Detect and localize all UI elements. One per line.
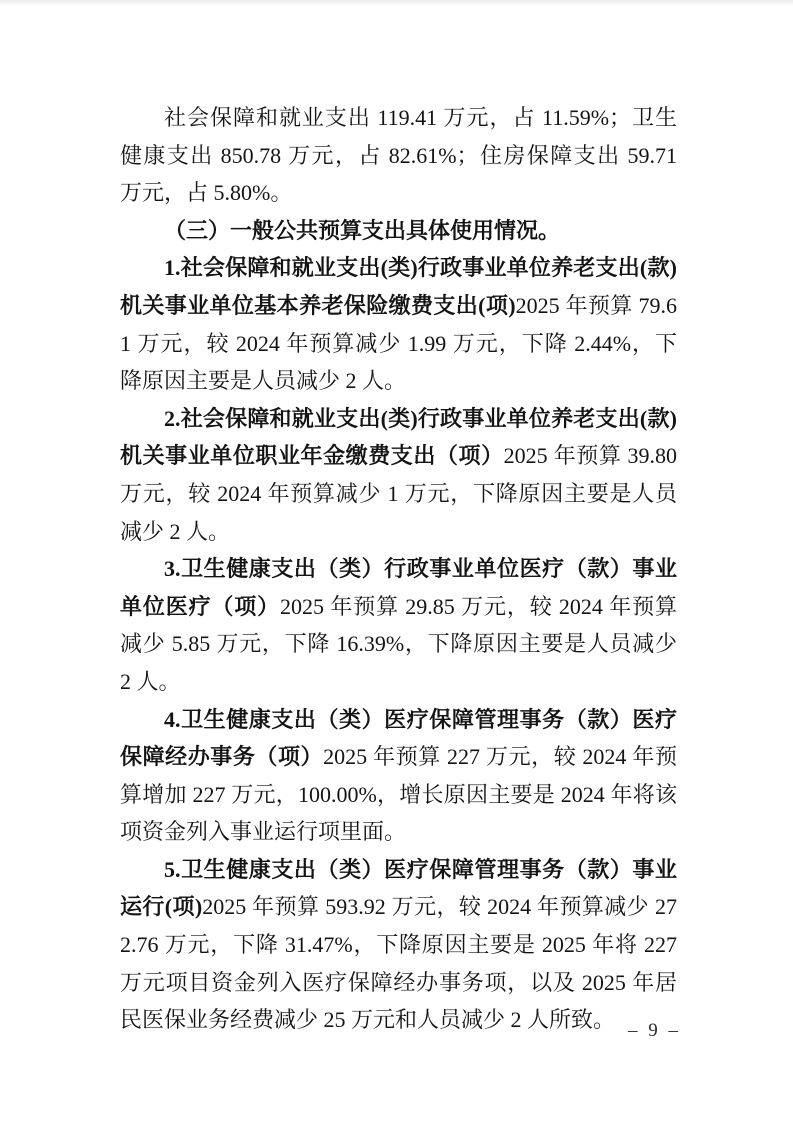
scan-edge-shadow [0,0,793,6]
bold-text-run: 5.卫生健康支出（类）医疗保障管理事务（款）事业运行(项) [120,856,677,920]
text-run: 2025 年预算 593.92 万元，较 2024 年预算减少 272.76 万元，下降 31.47%，下降原因主要是 2025 年将 227 万元项目资金列入医疗保障经办事务项，以及 2025 年居民医保业务经费减少 25 万元和人员减少 2 人所致。 [120,894,677,1033]
bold-text-run: 2.社会保障和就业支出(类)行政事业单位养老支出(款)机关事业单位职业年金缴费支出（项） [120,405,677,469]
bold-text-run: 4.卫生健康支出（类）医疗保障管理事务（款）医疗保障经办事务（项） [120,706,677,770]
text-run: 社会保障和就业支出 119.41 万元，占 11.59%；卫生健康支出 850.78 万元，占 82.61%；住房保障支出 59.71 万元，占 5.80%。 [120,105,677,206]
text-run: 2025 年预算 29.85 万元，较 2024 年预算减少 5.85 万元，下降 16.39%，下降原因主要是人员减少 2 人。 [120,593,677,694]
section-heading-3 [120,212,677,250]
para-expenditure-proportions [120,99,677,212]
bold-text-run: 3.卫生健康支出（类）行政事业单位医疗（款）事业单位医疗（项） [120,556,677,619]
document-body [120,99,677,1039]
bold-text-run: （三）一般公共预算支出具体使用情况。 [164,217,561,243]
para-item-3 [120,550,677,700]
para-item-1 [120,249,677,399]
para-item-4 [120,701,677,851]
para-item-5 [120,851,677,1039]
text-run: 2025 年预算 227 万元，较 2024 年预算增加 227 万元，100.00%，增长原因主要是 2024 年将该项资金列入事业运行项里面。 [120,744,677,845]
bold-text-run: 1.社会保障和就业支出(类)行政事业单位养老支出(款)机关事业单位基本养老保险缴费支出(项) [120,255,677,318]
text-run: 2025 年预算 39.80 万元，较 2024 年预算减少 1 万元，下降原因主要是人员减少 2 人。 [120,443,677,544]
page-number: – 9 – [628,1020,681,1041]
text-run: 2025 年预算 79.61 万元，较 2024 年预算减少 1.99 万元，下降 2.44%，下降原因主要是人员减少 2 人。 [120,292,677,394]
para-item-2 [120,400,677,550]
